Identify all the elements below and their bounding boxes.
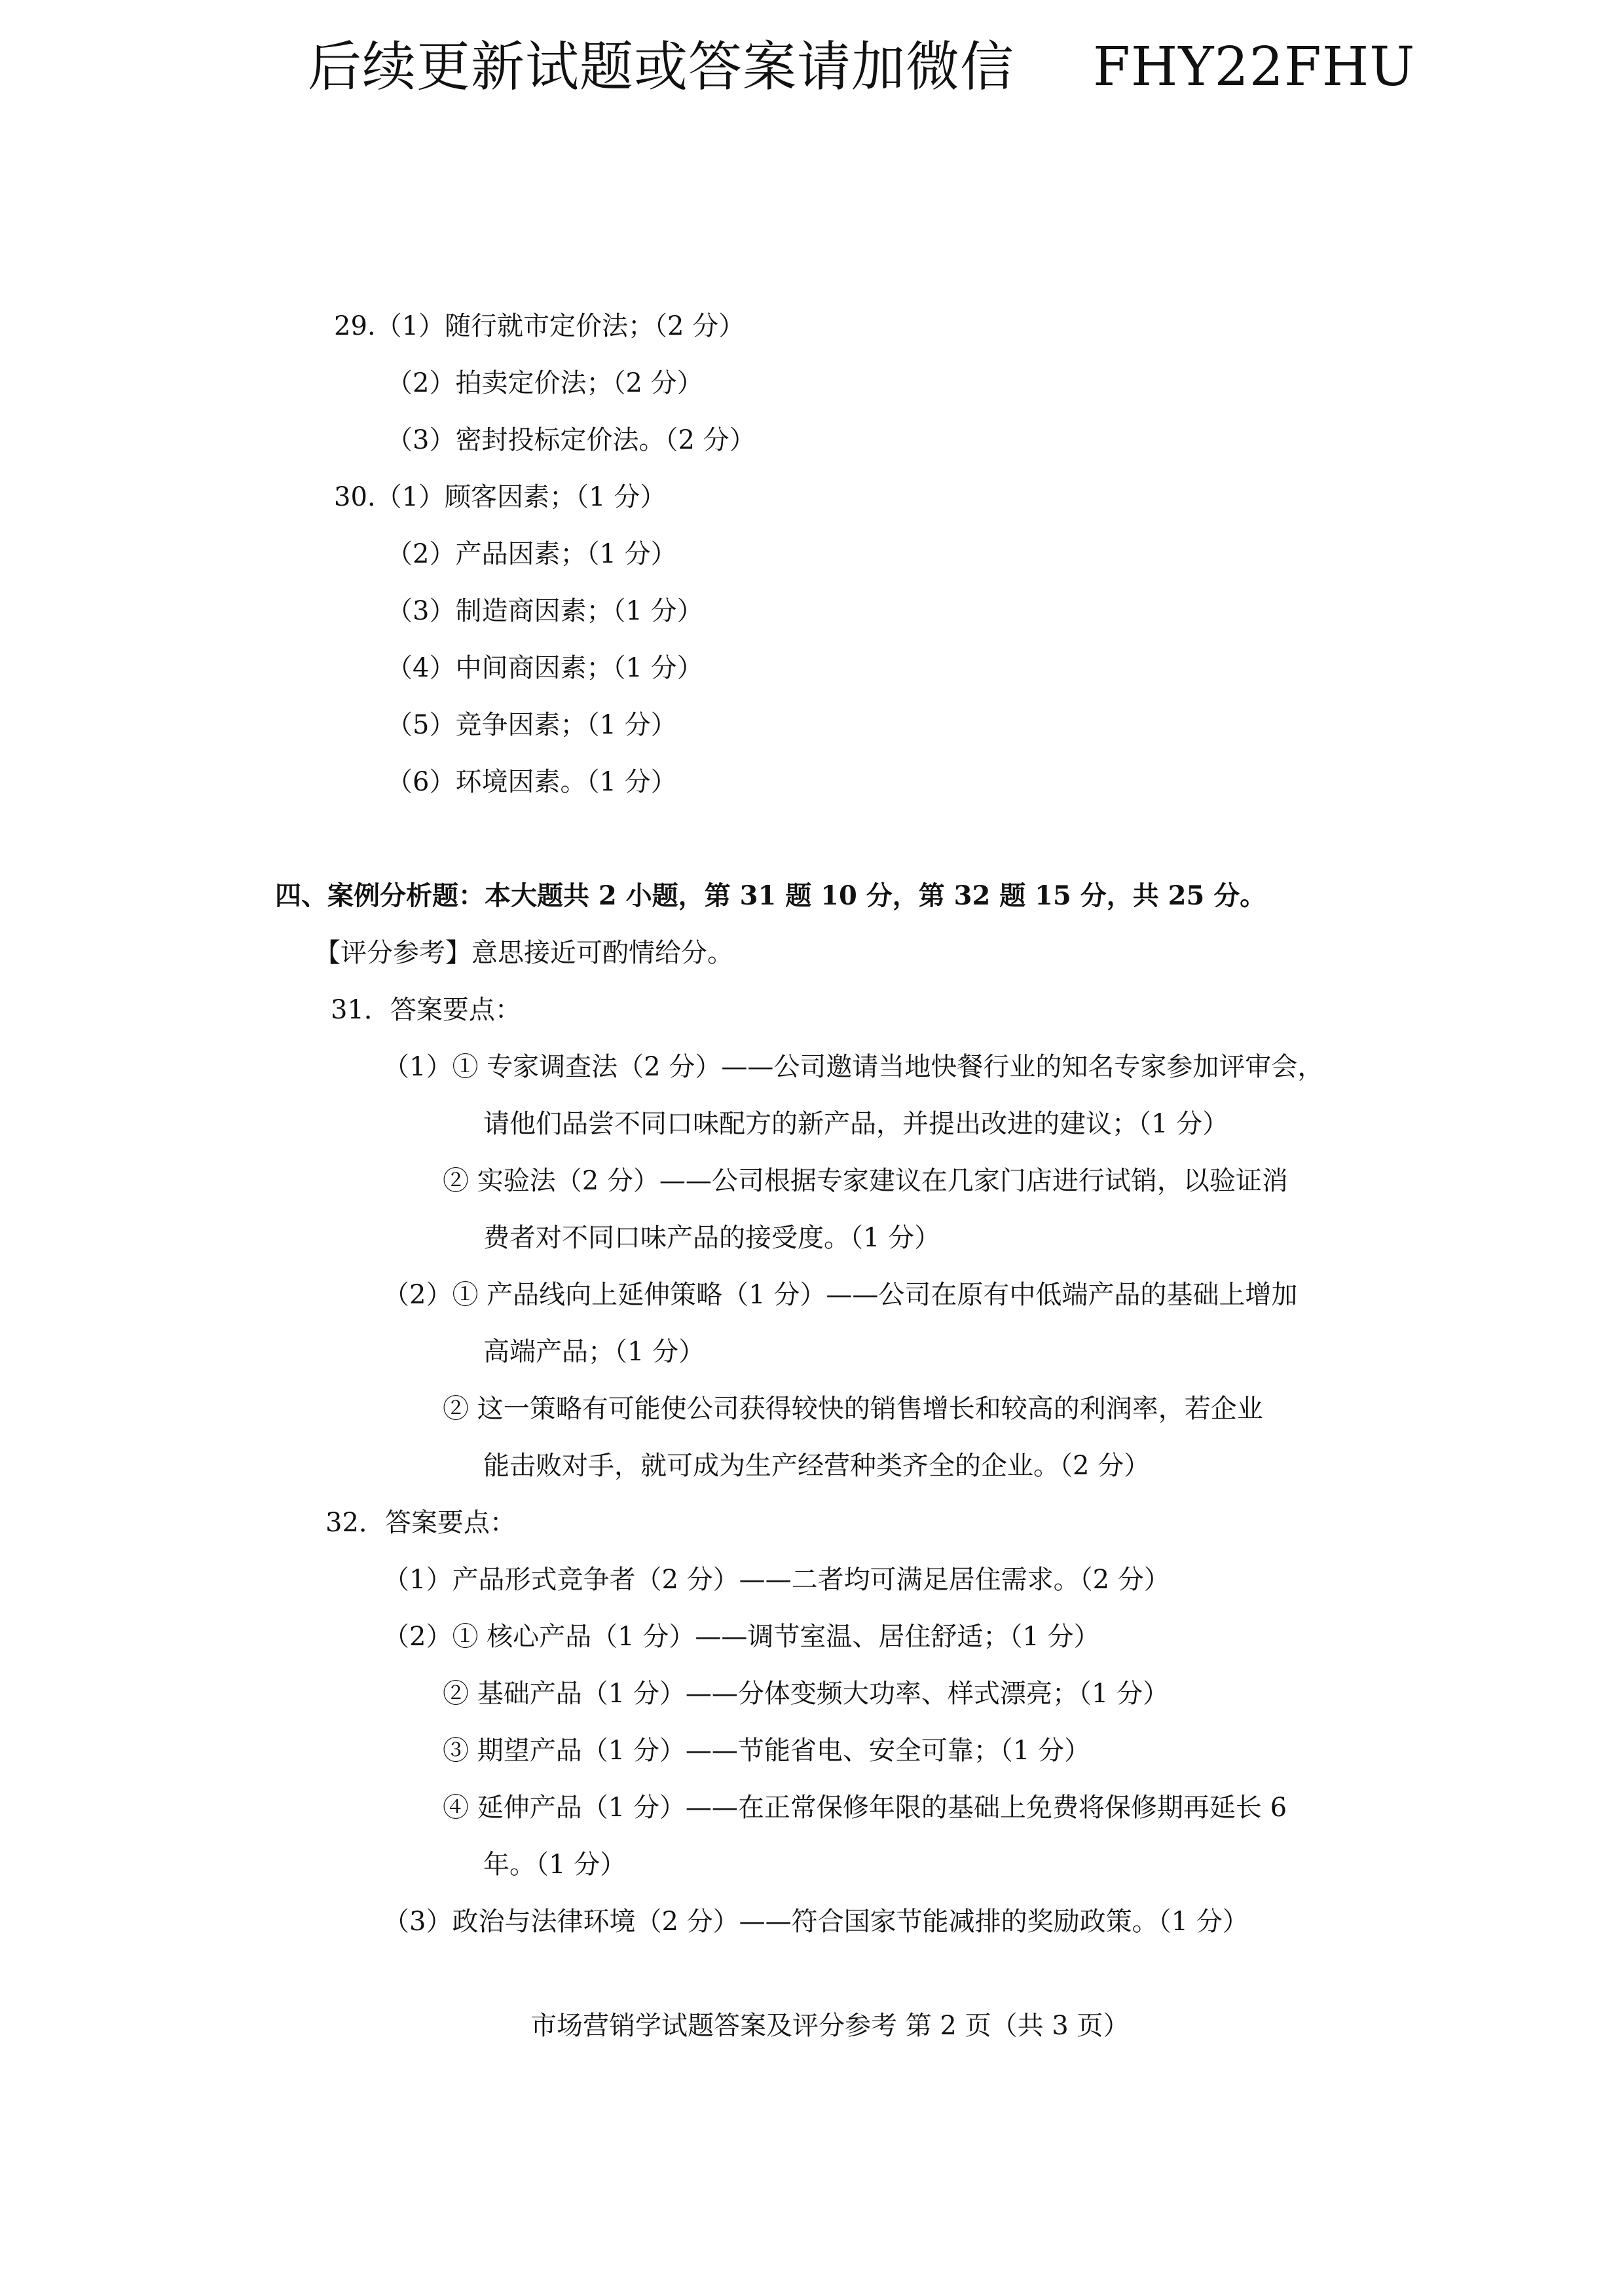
q30-line-1: 30.（1）顾客因素；（1 分）	[334, 482, 667, 512]
q31-heading: 31．答案要点：	[331, 995, 521, 1025]
q30-line-3: （3）制造商因素；（1 分）	[386, 596, 703, 626]
section4-note: 【评分参考】意思接近可酌情给分。	[314, 938, 733, 968]
q32-line-7: （3）政治与法律环境（2 分）——符合国家节能减排的奖励政策。（1 分）	[383, 1907, 1249, 1937]
q29-line-2: （2）拍卖定价法；（2 分）	[386, 368, 703, 398]
q32-line-2: （2）① 核心产品（1 分）——调节室温、居住舒适；（1 分）	[383, 1622, 1100, 1652]
q29-line-3: （3）密封投标定价法。（2 分）	[386, 425, 756, 455]
q31-line-5: （2）① 产品线向上延伸策略（1 分）——公司在原有中低端产品的基础上增加	[383, 1280, 1298, 1310]
q31-line-7: ② 这一策略有可能使公司获得较快的销售增长和较高的利润率，若企业	[443, 1394, 1263, 1424]
q30-line-5: （5）竞争因素；（1 分）	[386, 710, 677, 740]
page-header	[308, 31, 1415, 103]
q32-heading: 32．答案要点：	[325, 1508, 516, 1538]
header-text: 后续更新试题或答案请加微信	[308, 36, 1015, 98]
q32-line-4: ③ 期望产品（1 分）——节能省电、安全可靠；（1 分）	[443, 1736, 1091, 1766]
q31-line-8: 能击败对手，就可成为生产经营种类齐全的企业。（2 分）	[483, 1451, 1151, 1481]
q30-line-6: （6）环境因素。（1 分）	[386, 767, 677, 797]
q29-line-1: 29.（1）随行就市定价法；（2 分）	[334, 311, 745, 341]
q32-line-5: ④ 延伸产品（1 分）——在正常保修年限的基础上免费将保修期再延长 6	[443, 1793, 1287, 1823]
header-code: FHY22FHU	[1093, 36, 1416, 98]
q31-line-3: ② 实验法（2 分）——公司根据专家建议在几家门店进行试销，以验证消	[443, 1166, 1288, 1196]
q30-line-4: （4）中间商因素；（1 分）	[386, 653, 703, 683]
q32-line-3: ② 基础产品（1 分）——分体变频大功率、样式漂亮；（1 分）	[443, 1679, 1170, 1709]
q31-line-6: 高端产品；（1 分）	[483, 1337, 705, 1367]
q31-line-2: 请他们品尝不同口味配方的新产品，并提出改进的建议；（1 分）	[483, 1109, 1229, 1139]
q30-line-2: （2）产品因素；（1 分）	[386, 539, 677, 569]
q31-line-1: （1）① 专家调查法（2 分）——公司邀请当地快餐行业的知名专家参加评审会，	[383, 1052, 1324, 1082]
page-footer: 市场营销学试题答案及评分参考 第 2 页（共 3 页）	[530, 2011, 1130, 2041]
section4-title: 四、案例分析题：本大题共 2 小题，第 31 题 10 分，第 32 题 15 分，共 25 分。	[275, 880, 1266, 911]
q31-line-4: 费者对不同口味产品的接受度。（1 分）	[483, 1223, 941, 1253]
q32-line-1: （1）产品形式竞争者（2 分）——二者均可满足居住需求。（2 分）	[383, 1565, 1170, 1595]
q32-line-6: 年。（1 分）	[483, 1850, 627, 1880]
